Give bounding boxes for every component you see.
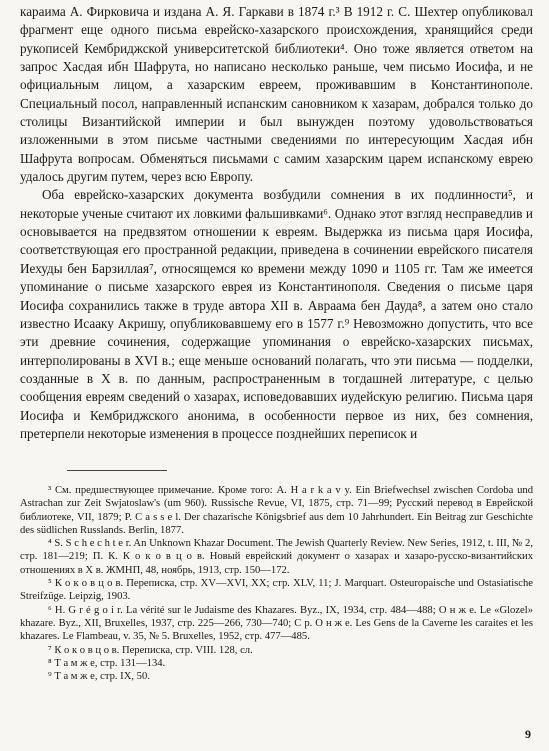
footnote-3: ³ См. предшествующее примечание. Кроме того: A. H a r k a v y. Ein Briefwechsel zwischen Cordoba und Astrachan zur Zeit Swjatoslaw's (um 960). Russische Revue, VI, 1875, стр. 71—99; Русский перевод в Еврейской библиотеке, VII, 1879; P. C a s s e l. Der chazarische Königsbrief aus dem 10 Jahrhundert. Ein Beitrag zur Geschichte des südlichen Russlands. Berlin, 1877. xyxy=(20,485,533,536)
main-text xyxy=(20,3,533,443)
footnote-8: ⁸ Т а м ж е, стр. 131—134. xyxy=(48,657,166,669)
footnote-separator xyxy=(67,470,167,471)
paragraph-2: Оба еврейско-хазарских документа возбудили сомнения в их подлинности⁵, и некоторые ученые считают их ловкими фальшивками⁶. Однако этот взгляд несправедлив и основывается на предвзятом отношении к евреям. Выдержка из письма царя Иосифа, соответствующая его пространной редакции, приведена в сочинении еврейского писателя Иехуды бен Барзиллая⁷, относящемся ко времени между 1090 и 1105 гг. Там же имеется упоминание о письме хазарского еврея из Константинополя. Сведения о письме царя Иосифа сохранились также в труде автора XII в. Авраама бен Дауда⁸, а затем оно стало известно Исааку Акришу, опубликовавшему его в 1577 г.⁹ Невозможно допустить, что все эти древние сочинения, содержащие упоминания о еврейско-хазарских письмах, интерполированы в XVI в.; еще меньше оснований полагать, что эти письма — подделки, созданные в Х в. по данным, распространенным в тогдашней литературе, с целью сообщения евреям сведений о хазарах, исповедовавших иудейскую религию. Письма царя Иосифа и Кембриджского анонима, в особенности первое из них, без сомнения, претерпели некоторые изменения в процессе позднейших переписок и xyxy=(20,187,533,441)
footnotes xyxy=(20,484,533,683)
footnote-4: ⁴ S. S c h e c h t e r. An Unknown Khazar Document. The Jewish Quarterly Review. New Series, 1912, t. III, № 2, стр. 181—219; П. К. К о к о в ц о в. Новый еврейский документ о хазарах и хазаро-русско-византийских отношениях в Х в. ЖМНП, 48, ноябрь, 1913, стр. 150—172. xyxy=(20,538,533,576)
footnote-6: ⁶ H. G r é g o i r. La vérité sur le Judaisme des Khazares. Byz., IX, 1934, стр. 484—488; О н ж е. Le «Glozel» khazare. Byz., XII, Bruxelles, 1937, стр. 225—266, 730—740; С р. О н ж е. Les Gens de la Caverne les caraites et les khazares. Le Flambeau, v. 35, № 5. Bruxelles, 1952, стр. 477—485. xyxy=(20,604,533,643)
paragraph-1: караима А. Фирковича и издана А. Я. Гаркави в 1874 г.³ В 1912 г. С. Шехтер опубликовал фрагмент еще одного письма еврейско-хазарского происхождения, хранящийся среди рукописей Кембриджской университетской библиотеки⁴. Оно тоже является ответом на запрос Хасдая ибн Шафрута, но написано несколько раньше, чем письмо Иосифа, и не официальным лицом, а хазарским евреем, проживавшим в Константинополе. Специальный посол, направленный испанским сановником к хазарам, добрался только до столицы Византийской империи и был вынужден поэтому удовольствоваться изложенными в этом письме частными сведениями по интересующим Хасдая ибн Шафрута вопросам. Обменяться письмами с самим хазарским царем испанскому еврею удалось другим путем, через всю Европу. xyxy=(20,4,533,185)
footnote-7: ⁷ К о к о в ц о в. Переписка, стр. VIII. 128, сл. xyxy=(48,644,253,656)
page-number: 9 xyxy=(525,727,531,741)
footnote-5: ⁵ К о к о в ц о в. Переписка, стр. XV—XVI, XX; стр. XLV, 11; J. Marquart. Osteuropaische und Ostasiatische Streifzüge. Leipzig, 1903. xyxy=(20,578,533,603)
footnote-9: ⁹ Т а м ж е, стр. IX, 50. xyxy=(48,671,150,683)
